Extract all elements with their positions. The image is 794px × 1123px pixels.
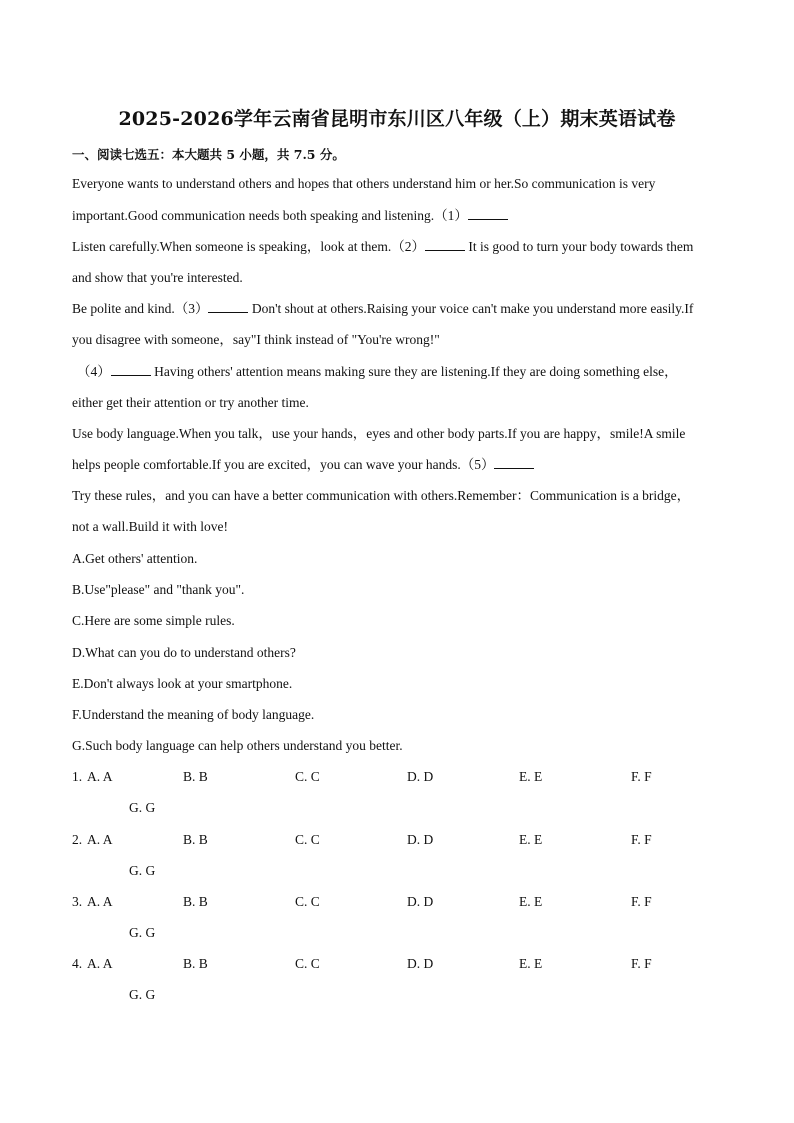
passage-line [72,208,508,224]
answer-blank [468,208,508,220]
choice-option[interactable]: C. C [295,832,320,847]
passage-text: Try these rules，and you can have a better communication with others.Remember：Communication is a bridge， [72,488,691,503]
choice-option[interactable]: B. B [183,769,208,784]
passage-line [72,457,534,473]
choice-option[interactable]: F. F [631,894,652,909]
passage-text: Listen carefully.When someone is speaking，look at them.（2） [72,239,426,254]
question-number: 3. [72,894,83,909]
choice-option[interactable]: G. G [129,863,156,878]
question-number: 4. [72,956,83,971]
choice-option[interactable]: C. C [295,769,320,784]
option-item: C.Here are some simple rules. [72,613,235,628]
passage-line [72,395,309,411]
passage-text: and show that you're interested. [72,270,243,285]
choice-option[interactable]: A. A [87,832,113,847]
question-number: 1. [72,769,83,784]
choice-option[interactable]: A. A [87,769,113,784]
question-number: 2. [72,832,83,847]
choice-option[interactable]: G. G [129,925,156,940]
passage-line [72,239,693,255]
passage-line [72,176,655,192]
passage-text: Everyone wants to understand others and hopes that others understand him or her.So communication is very [72,176,656,191]
option-item: F.Understand the meaning of body language. [72,707,315,722]
answer-blank [494,457,534,469]
choice-option[interactable]: D. D [407,894,434,909]
option-item: E.Don't always look at your smartphone. [72,676,293,691]
choice-option[interactable]: E. E [519,956,543,971]
passage-text: you disagree with someone，say"I think instead of "You're wrong!" [72,332,440,347]
passage-line [77,364,678,380]
choice-option[interactable]: A. A [87,956,113,971]
choice-option[interactable]: D. D [407,956,434,971]
passage-line [72,270,243,286]
passage-text: （4） [77,364,111,379]
choice-option[interactable]: D. D [407,769,434,784]
option-item: B.Use"please" and "thank you". [72,582,245,597]
choice-option[interactable]: F. F [631,956,652,971]
passage-line [72,426,685,442]
answer-blank [425,239,465,251]
passage-text: important.Good communication needs both speaking and listening.（1） [72,208,468,223]
answer-blank [208,301,248,313]
passage-text: Be polite and kind.（3） [72,301,209,316]
option-item: G.Such body language can help others understand you better. [72,738,403,753]
passage-line [72,332,440,348]
choice-option[interactable]: E. E [519,832,543,847]
passage-text: Don't shout at others.Raising your voice can't make you understand more easily.If [248,301,694,316]
answer-blank [111,364,151,376]
choice-option[interactable]: D. D [407,832,434,847]
passage-text: It is good to turn your body towards them [465,239,694,254]
option-item: D.What can you do to understand others? [72,645,296,660]
choice-option[interactable]: B. B [183,956,208,971]
page-title: 2025-2026学年云南省昆明市东川区八年级（上）期末英语试卷 [118,108,676,130]
choice-option[interactable]: F. F [631,832,652,847]
choice-option[interactable]: B. B [183,832,208,847]
choice-option[interactable]: E. E [519,769,543,784]
passage-line [72,519,228,535]
passage-text: not a wall.Build it with love! [72,519,228,534]
choice-option[interactable]: C. C [295,894,320,909]
choice-option[interactable]: G. G [129,987,156,1002]
passage-text: helps people comfortable.If you are excited，you can wave your hands.（5） [72,457,495,472]
passage-line [72,301,693,317]
choice-option[interactable]: F. F [631,769,652,784]
passage-line [72,488,690,504]
choice-option[interactable]: A. A [87,894,113,909]
choice-option[interactable]: B. B [183,894,208,909]
passage-text: either get their attention or try another time. [72,395,309,410]
choice-option[interactable]: C. C [295,956,320,971]
passage-text: Use body language.When you talk，use your hands，eyes and other body parts.If you are happy，smile!A smile [72,426,686,441]
passage-text: Having others' attention means making sure they are listening.If they are doing something else， [150,364,678,379]
section-heading: 一、阅读七选五：本大题共 5 小题，共 7.5 分。 [72,147,345,162]
choice-option[interactable]: G. G [129,800,156,815]
option-item: A.Get others' attention. [72,551,198,566]
choice-option[interactable]: E. E [519,894,543,909]
